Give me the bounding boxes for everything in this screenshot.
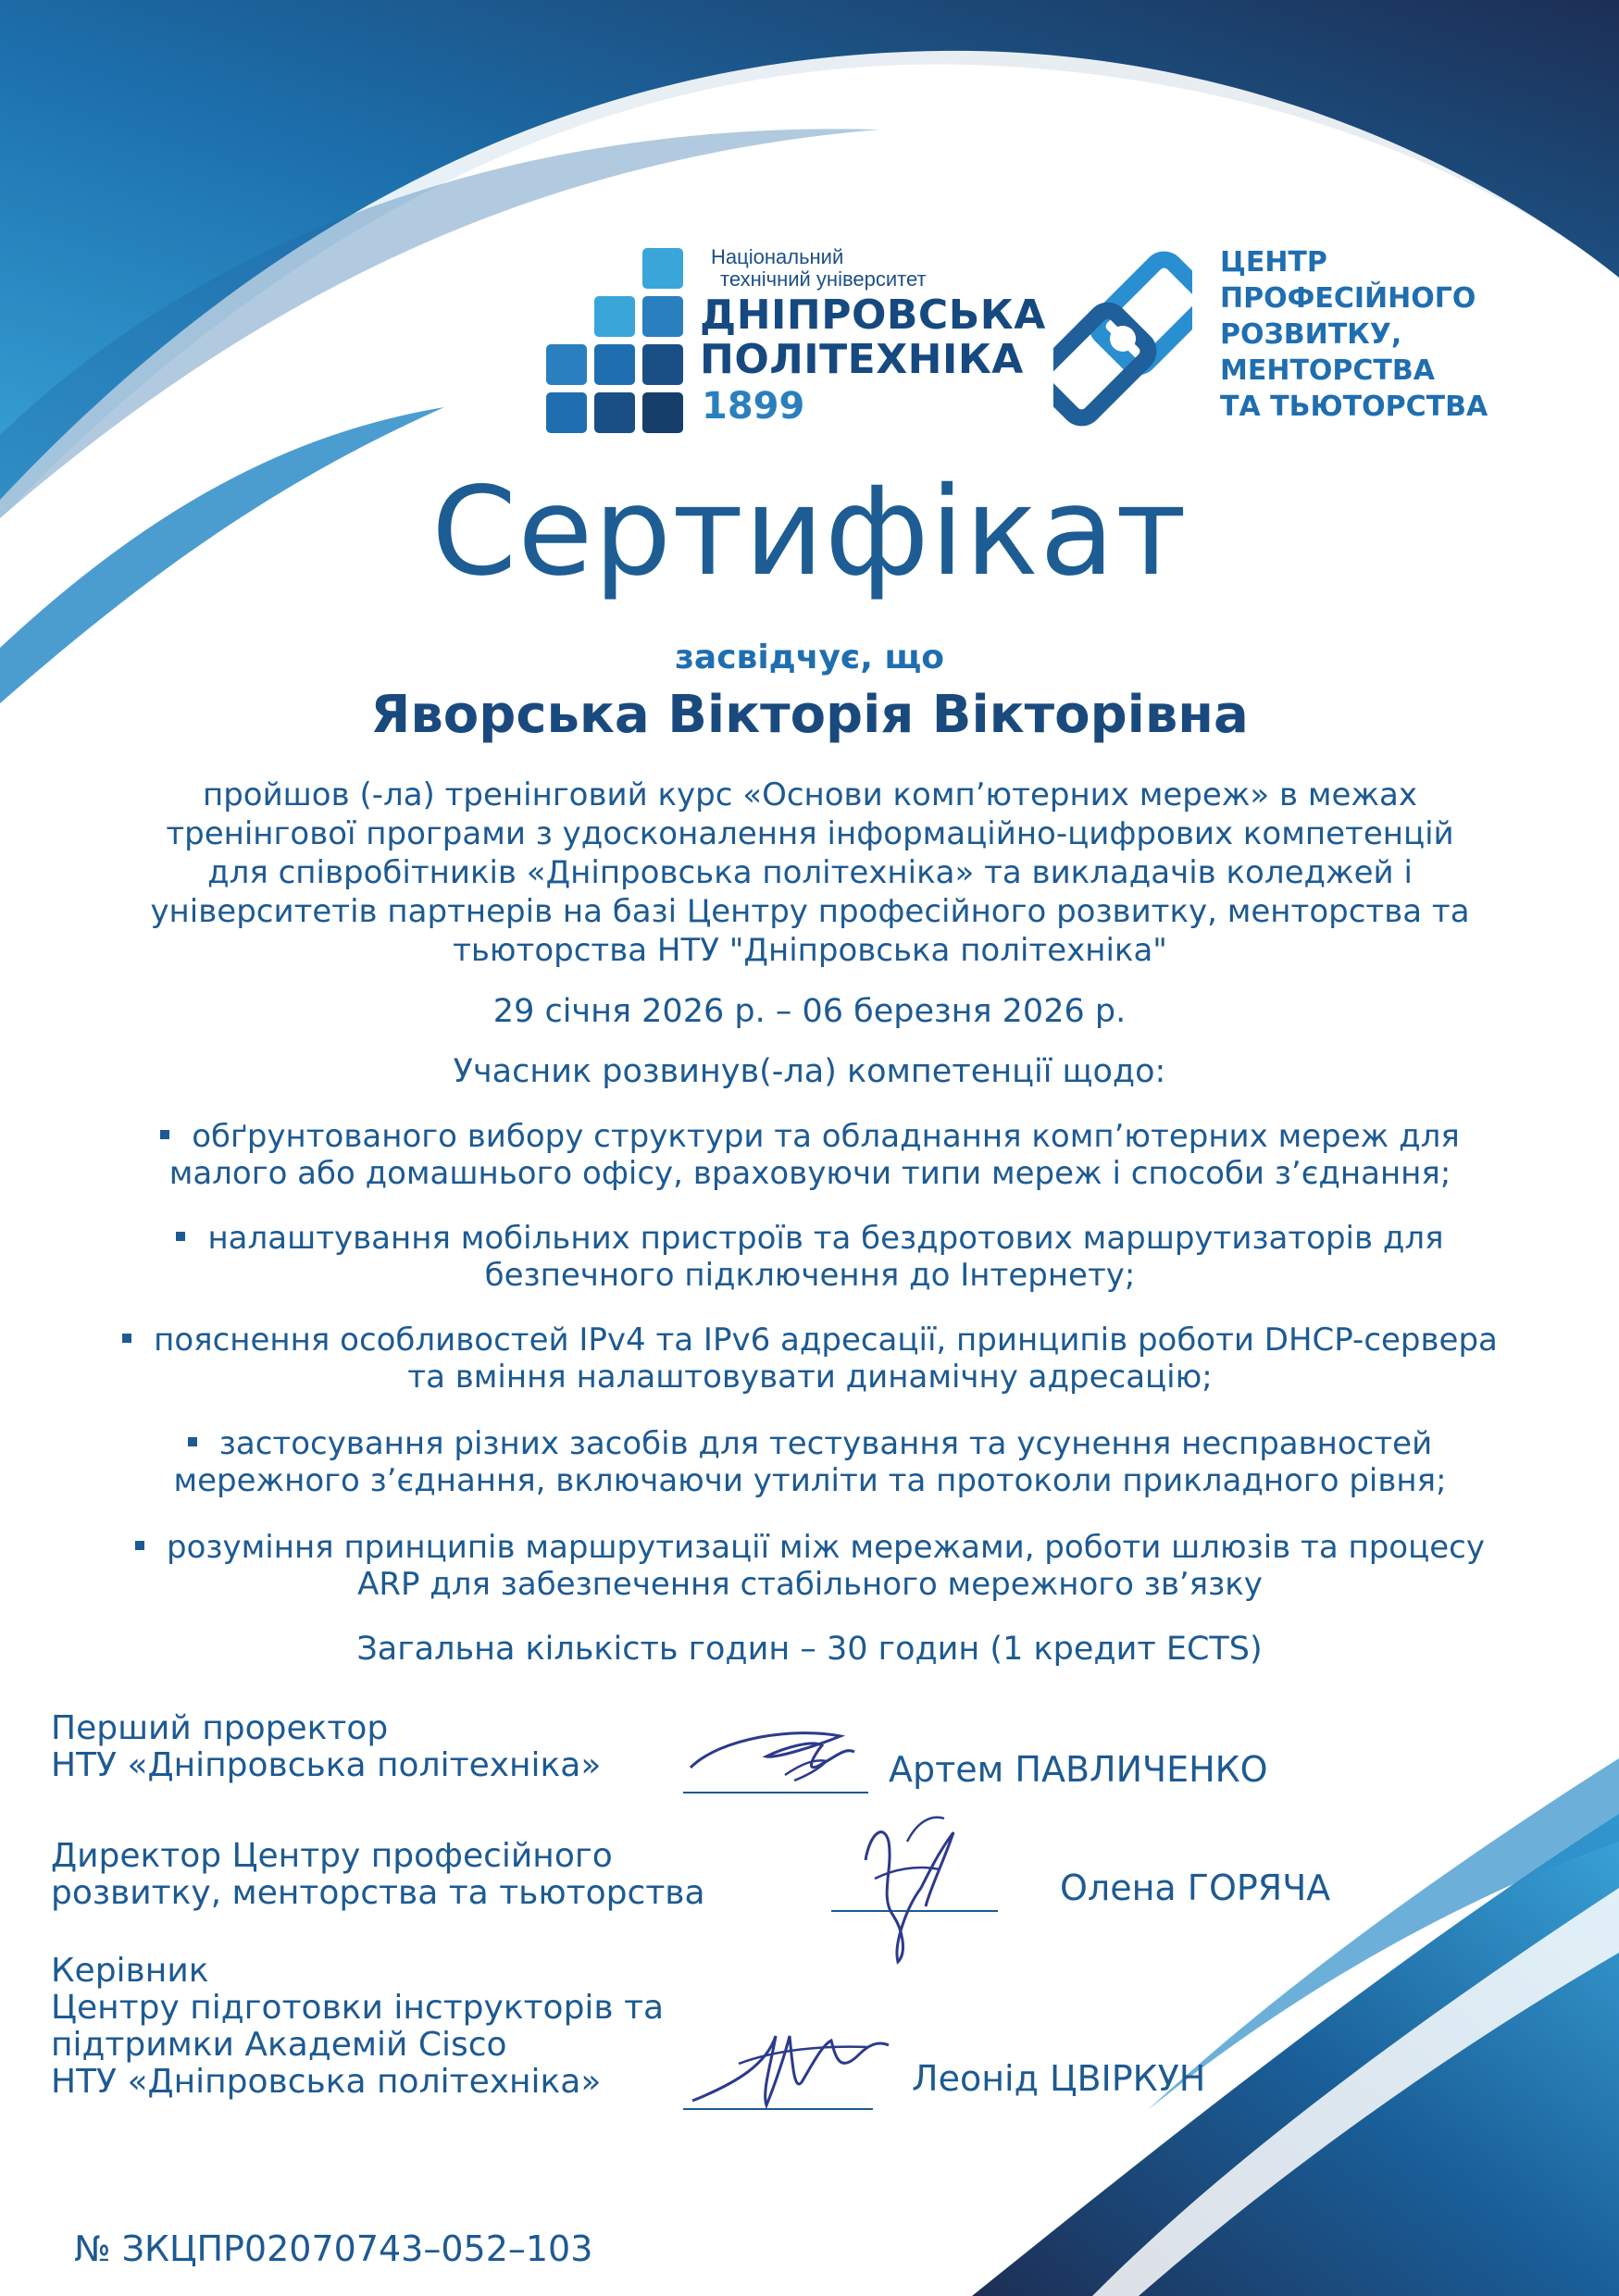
university-subtitle-2: технічний університет [720, 267, 927, 291]
competency-item: налаштування мобільних пристроїв та бездротових маршрутизаторів для безпечного підключення до Інтернету; [56, 1220, 1564, 1294]
bullet-icon [160, 1130, 169, 1139]
signature-1-image [683, 1719, 868, 1793]
bullet-icon [135, 1541, 144, 1550]
university-name-2: ПОЛІТЕХНІКА [700, 336, 1024, 383]
center-logo-mark [1053, 246, 1192, 431]
university-logo [544, 242, 1046, 446]
competencies-intro: Учасник розвинув(-ла) компетенції щодо: [453, 1053, 1166, 1090]
total-hours: Загальна кількість годин – 30 годин (1 кредит ECTS) [356, 1631, 1263, 1668]
bullet-icon [176, 1232, 185, 1241]
university-subtitle-1: Національний [711, 245, 844, 268]
university-name-1: ДНІПРОВСЬКА [700, 292, 1046, 339]
competency-item: пояснення особливостей IPv4 та IPv6 адресації, принципів роботи DHCP-сервера та вміння налаштовувати динамічну адресацію; [56, 1322, 1564, 1396]
certificate-number: № ЗКЦПР02070743–052–103 [74, 2228, 593, 2269]
bullet-icon [188, 1437, 197, 1446]
competency-item: застосування різних засобів для тестування та усунення несправностей мережного з’єднання, включаючи утиліти та протоколи прикладного рівня; [173, 1425, 1447, 1499]
university-logo-mark [544, 242, 692, 437]
center-name: ЦЕНТР ПРОФЕСІЙНОГО РОЗВИТКУ, МЕНТОРСТВА ТА ТЬЮТОРСТВА [1220, 246, 1488, 423]
signatory-role: Керівник Центру підготовки інструкторів та підтримки Академій Cisco НТУ «Дніпровська політехніка» [51, 1952, 665, 2101]
certifies-label: засвідчує, що [674, 639, 944, 676]
signatory-role: Директор Центру професійного розвитку, менторства та тьюторства [51, 1837, 705, 1912]
signatory-name: Леонід ЦВІРКУН [912, 2058, 1206, 2099]
course-dates: 29 січня 2026 р. – 06 березня 2026 р. [492, 993, 1127, 1030]
signatory-name: Артем ПАВЛИЧЕНКО [889, 1749, 1268, 1790]
signature-3-image [683, 2017, 896, 2119]
bullet-icon [122, 1334, 131, 1343]
recipient-name: Яворська Вікторія Вікторівна [370, 685, 1249, 745]
signatory-name: Олена ГОРЯЧА [1060, 1868, 1331, 1908]
certificate-title: Сертифікат [431, 461, 1188, 603]
signatory-role: Перший проректор НТУ «Дніпровська політехніка» [51, 1709, 602, 1784]
university-year: 1899 [702, 385, 805, 428]
center-logo [1053, 242, 1535, 446]
signature-2-image [852, 1805, 981, 1971]
course-description: пройшов (-ла) тренінговий курс «Основи комп’ютерних мереж» в межах тренінгової програми з удосконалення інформаційно-цифрових компетенцій для співробітників «Дніпровська політехніка» та викладачів коледжей і університетів партнерів на базі Центру професійного розвитку, менторства та тьюторства НТУ "Дніпровська політехніка" [150, 776, 1470, 969]
competency-item: розуміння принципів маршрутизації між мережами, роботи шлюзів та процесу ARP для забезпечення стабільного мережного зв’язку [56, 1529, 1564, 1603]
competency-item: обґрунтованого вибору структури та обладнання комп’ютерних мереж для малого або домашнього офісу, враховуючи типи мереж і способи з’єднання; [56, 1118, 1564, 1192]
